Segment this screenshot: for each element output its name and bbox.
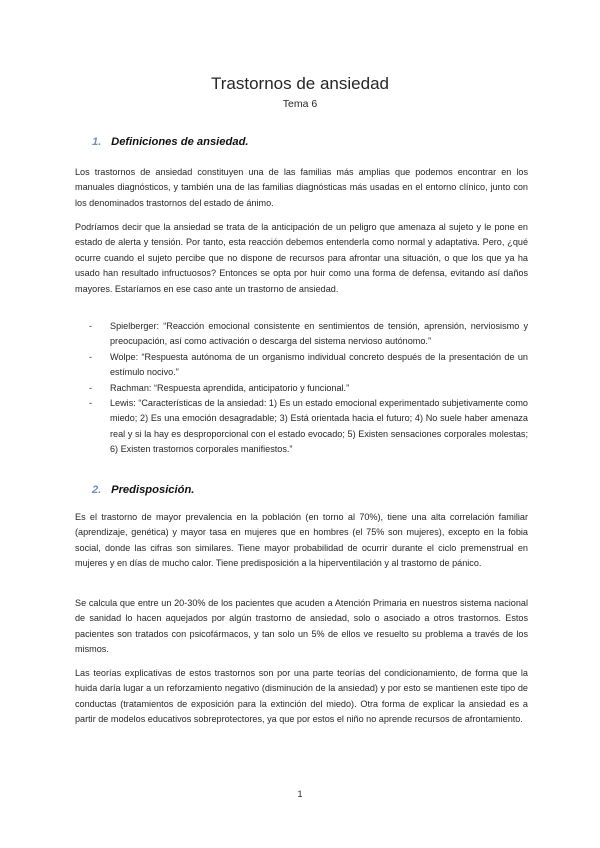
list-item bbox=[89, 350, 528, 381]
paragraph: Podríamos decir que la ansiedad se trata de la anticipación de un peligro que amenaza al sujeto y le pone en estado de alerta y tensión. Por tanto, esta reacción debemos entenderla como normal y adaptativa. Pero, ¿qué ocurre cuando el sujeto percibe que no dispone de recursos para afrontar una situación, o que los que ya ha usado han resultado infructuosos? Entonces se opta por huir como una forma de defensa, evitando así daños mayores. Estaríamos en ese caso ante un trastorno de ansiedad. bbox=[75, 222, 528, 294]
paragraph: Los trastornos de ansiedad constituyen una de las familias más amplias que podemos encontrar en los manuales diagnósticos, y también una de las familias diagnósticas más usadas en el entorno clínico, junto con los denominados trastornos del estado de ánimo. bbox=[75, 167, 528, 208]
document-subtitle: Tema 6 bbox=[282, 98, 318, 110]
list-item bbox=[89, 396, 528, 458]
list-dash: - bbox=[89, 351, 93, 362]
section-title: Predisposición. bbox=[111, 484, 195, 496]
section-number: 1. bbox=[92, 136, 102, 148]
list-item-text: Spielberger: “Reacción emocional consistente en sentimientos de tensión, aprensión, nerviosismo y preocupación, así como activación o descarga del sistema nervioso autónomo.” bbox=[110, 321, 528, 347]
list-item bbox=[89, 319, 528, 350]
paragraph: Se calcula que entre un 20-30% de los pacientes que acuden a Atención Primaria en nuestros sistema nacional de sanidad lo hacen aquejados por algún trastorno de ansiedad, solo o asociado a otros trastornos. Estos pacientes son tratados con psicofármacos, y tan solo un 5% de ellos ve resuelto su problema a través de los mismos. bbox=[75, 598, 528, 655]
document-title: Trastornos de ansiedad bbox=[211, 74, 389, 93]
list-dash: - bbox=[89, 321, 93, 331]
list-item-text: Wolpe: “Respuesta autónoma de un organismo individual concreto después de la presentación de un estímulo nocivo.” bbox=[110, 351, 528, 378]
definitions-list bbox=[89, 319, 528, 458]
list-item-text: Rachman: “Respuesta aprendida, anticipatorio y funcional.” bbox=[110, 382, 350, 393]
list-item bbox=[89, 381, 528, 396]
list-dash: - bbox=[89, 398, 93, 409]
section-heading-predisposicion bbox=[92, 484, 194, 496]
list-dash: - bbox=[89, 382, 93, 393]
section-number: 2. bbox=[92, 484, 102, 496]
section-heading-definiciones bbox=[92, 136, 249, 148]
list-item-text: Lewis: “Características de la ansiedad: 1) Es un estado emocional experimentado subjetivamente como miedo; 2) Es una emoción desagradable; 3) Está orientada hacia el futuro; 4) No suele haber amenaza real y si la hay es desproporcional con el estado evocado; 5) Existen sensaciones corporales molestas; 6) Existen trastornos corporales manifiestos.” bbox=[110, 398, 528, 455]
paragraph: Es el trastorno de mayor prevalencia en la población (en torno al 70%), tiene una alta correlación familiar (aprendizaje, genética) y mayor tasa en mujeres que en hombres (el 75% son mujeres), excepto en la fobia social, donde las cifras son similares. Tiene mayor probabilidad de ocurrir durante el ciclo premenstrual en mujeres y en días de mucho calor. Tiene predisposición a la hiperventilación y al trastorno de pánico. bbox=[75, 512, 528, 569]
section-title: Definiciones de ansiedad. bbox=[111, 136, 249, 148]
paragraph: Las teorías explicativas de estos trastornos son por una parte teorías del condicionamiento, de forma que la huida daría lugar a un reforzamiento negativo (disminución de la ansiedad) y por esto se mantienen este tipo de conductas (tratamientos de exposición para la extinción del miedo). Otra forma de explicar la ansiedad es a partir de modelos educativos sobreprotectores, ya que por estos el niño no aprende recursos de afrontamiento. bbox=[75, 668, 528, 725]
page-number: 1 bbox=[297, 789, 303, 799]
